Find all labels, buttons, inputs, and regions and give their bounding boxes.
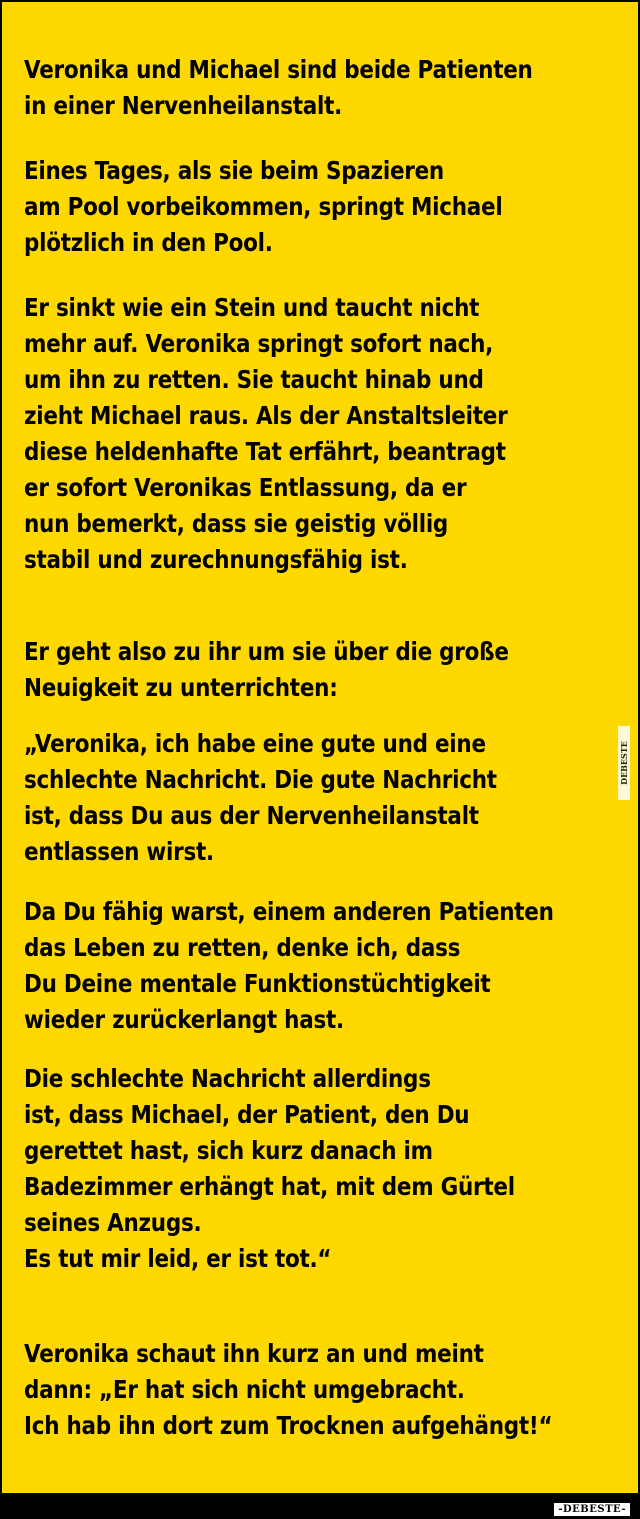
side-watermark-text: DEBESTE (619, 741, 629, 785)
side-watermark (618, 726, 630, 800)
paragraph-rescue: Er sinkt wie ein Stein und taucht nicht mehr auf. Veronika springt sofort nach, um ihn zu retten. Sie taucht hinab und zieht Michael raus. Als der Anstaltsleiter diese heldenhafte Tat erfährt, beantragt er sofort Veronikas Entlassung, da er nun bemerkt, dass sie geistig völlig stabil und zurechnungsfähig ist. (24, 293, 508, 574)
paragraph-reason: Da Du fähig warst, einem anderen Patienten das Leben zu retten, denke ich, dass Du Deine mentale Funktionstüchtigkeit wieder zurückerlangt hast. (24, 897, 554, 1034)
paragraph-good-news: „Veronika, ich habe eine gute und eine schlechte Nachricht. Die gute Nachricht ist, dass Du aus der Nervenheilanstalt entlassen wirst. (24, 729, 497, 866)
paragraph-pool: Eines Tages, als sie beim Spazieren am Pool vorbeikommen, springt Michael plötzlich in den Pool. (24, 156, 503, 257)
paragraph-punchline: Veronika schaut ihn kurz an und meint dann: „Er hat sich nicht umgebracht. Ich hab ihn dort zum Trocknen aufgehängt!“ (24, 1339, 553, 1440)
paragraph-bad-news: Die schlechte Nachricht allerdings ist, dass Michael, der Patient, den Du gerettet hast, sich kurz danach im Badezimmer erhängt hat, mit dem Gürtel seines Anzugs. Es tut mir leid, er ist tot.“ (24, 1064, 515, 1273)
watermark-logo: -DEBESTE- (554, 1503, 630, 1516)
footer-bar (0, 1493, 640, 1519)
paragraph-intro: Veronika und Michael sind beide Patienten in einer Nervenheilanstalt. (24, 55, 533, 120)
paragraph-news: Er geht also zu ihr um sie über die große Neuigkeit zu unterrichten: (24, 637, 509, 702)
